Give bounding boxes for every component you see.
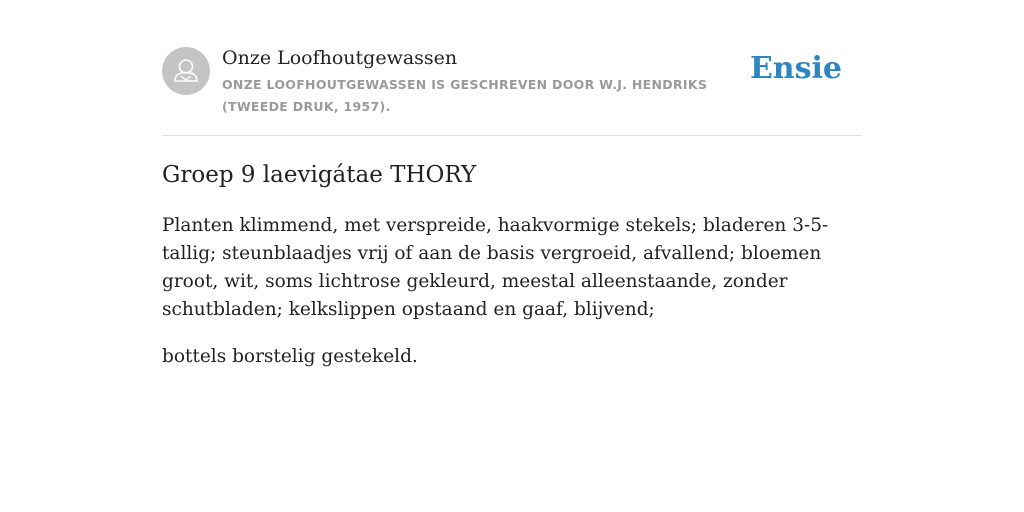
author-description: ONZE LOOFHOUTGEWASSEN IS GESCHREVEN DOOR W.J. HENDRIKS (TWEEDE DRUK, 1957). <box>222 77 708 114</box>
user-silhouette-icon <box>162 47 210 95</box>
ensie-logo-link[interactable]: Ensie <box>749 51 842 86</box>
author-info <box>222 45 752 118</box>
author-name-link[interactable]: Onze Loofhoutgewassen <box>222 47 458 69</box>
entry-body <box>162 212 862 390</box>
entry-paragraph-1: Planten klimmend, met verspreide, haakvormige stekels; bladeren 3-5-tallig; steunblaadjes vrij of aan de basis vergroeid, afvallend; bloemen groot, wit, soms lichtrose gekleurd, meestal alleenstaande, zonder schutbladen; kelkslippen opstaand en gaaf, blijvend; <box>162 215 829 320</box>
author-header <box>162 0 862 136</box>
author-avatar[interactable] <box>162 47 210 95</box>
entry-card <box>162 0 862 367</box>
entry-paragraph-2: bottels borstelig gestekeld. <box>162 346 418 367</box>
entry-title: Groep 9 laevigátae THORY <box>162 162 477 188</box>
